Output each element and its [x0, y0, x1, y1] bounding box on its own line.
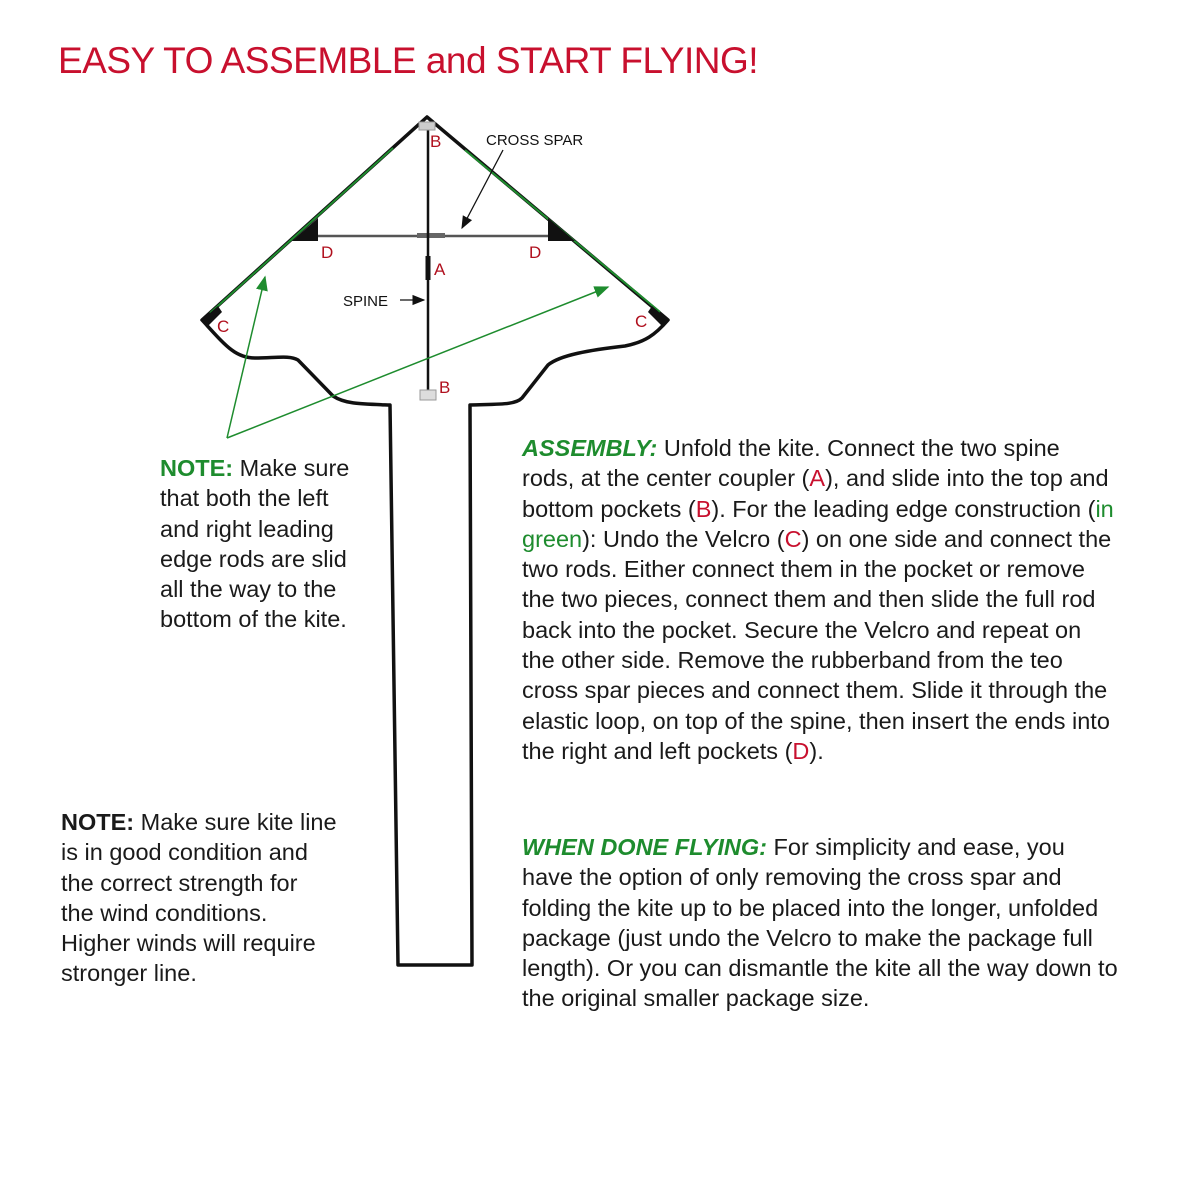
- body-text: bottom of the kite.: [160, 606, 347, 633]
- body-text: bottom pockets (: [522, 495, 696, 522]
- text-line: [522, 494, 1114, 524]
- body-text: is in good condition and: [61, 839, 308, 866]
- body-text: that both the left: [160, 485, 329, 512]
- text-line: [522, 463, 1114, 493]
- body-text: the two pieces, connect them and then slide the full rod: [522, 586, 1096, 613]
- text-line: [522, 584, 1114, 614]
- highlight-text: D: [792, 737, 810, 764]
- body-text: stronger line.: [61, 960, 197, 987]
- assembly-instructions: [522, 433, 1114, 766]
- label-c-left: C: [217, 317, 230, 336]
- text-line: [61, 868, 337, 898]
- text-line: [61, 928, 337, 958]
- cross-spar-coupler: [417, 233, 445, 238]
- text-line: [522, 615, 1114, 645]
- body-text: two rods. Either connect them in the pocket or remove: [522, 556, 1085, 583]
- body-text: elastic loop, on top of the spine, then insert the ends into: [522, 707, 1110, 734]
- text-line: [522, 832, 1118, 862]
- body-text: ). For the leading edge construction (: [711, 495, 1096, 522]
- spine-label: SPINE: [343, 293, 389, 310]
- body-text: the correct strength for: [61, 869, 298, 896]
- text-line: [522, 923, 1118, 953]
- body-text: and right leading: [160, 515, 334, 542]
- text-line: [522, 433, 1114, 463]
- body-text: back into the pocket. Secure the Velcro and repeat on: [522, 616, 1082, 643]
- body-text: ) on one side and connect the: [801, 525, 1112, 552]
- highlight-text: green: [522, 525, 583, 552]
- note-kite-line: [61, 807, 337, 989]
- body-text: all the way to the: [160, 576, 337, 603]
- body-text: Unfold the kite. Connect the two spine: [657, 435, 1060, 461]
- body-text: the original smaller package size.: [522, 985, 870, 1012]
- text-line: [522, 645, 1114, 675]
- label-d-right: D: [529, 243, 542, 262]
- text-line: [522, 862, 1118, 892]
- text-line: [160, 574, 349, 604]
- highlight-text: NOTE:: [160, 455, 234, 481]
- highlight-text: A: [809, 465, 826, 492]
- cross-spar-label: CROSS SPAR: [486, 132, 584, 149]
- label-b-top: B: [430, 132, 442, 151]
- text-line: [61, 898, 337, 928]
- bottom-pocket-b: [420, 390, 436, 400]
- text-line: [61, 958, 337, 988]
- top-pocket-b: [419, 122, 435, 130]
- text-line: [522, 675, 1114, 705]
- body-text: ).: [809, 737, 824, 764]
- body-text: rods, at the center coupler (: [522, 465, 810, 492]
- body-text: have the option of only removing the cross spar and: [522, 864, 1062, 891]
- label-d-left: D: [321, 243, 334, 262]
- text-line: [522, 736, 1114, 766]
- text-line: [160, 514, 349, 544]
- text-line: [522, 953, 1118, 983]
- body-text: Make sure: [233, 455, 350, 481]
- text-line: [61, 837, 337, 867]
- body-text: folding the kite up to be placed into the longer, unfolded: [522, 894, 1099, 921]
- when-done-flying-instructions: [522, 832, 1118, 1014]
- body-text: ), and slide into the top and: [825, 465, 1109, 492]
- body-text: the wind conditions.: [61, 899, 268, 926]
- text-line: [522, 524, 1114, 554]
- label-c-right: C: [635, 312, 648, 331]
- left-leading-edge-rod: [210, 148, 393, 313]
- highlight-text: ASSEMBLY:: [522, 435, 658, 461]
- body-text: the right and left pockets (: [522, 737, 793, 764]
- text-line: [61, 807, 337, 837]
- note-leading-edge: [160, 453, 349, 635]
- body-text: length). Or you can dismantle the kite all the way down to: [522, 955, 1118, 982]
- label-b-bottom: B: [439, 378, 451, 397]
- text-line: [160, 544, 349, 574]
- page-title: EASY TO ASSEMBLE and START FLYING!: [58, 40, 759, 81]
- text-line: [522, 983, 1118, 1013]
- center-coupler-a: [426, 256, 431, 280]
- highlight-text: NOTE:: [61, 809, 135, 835]
- body-text: edge rods are slid: [160, 545, 347, 572]
- text-line: [522, 893, 1118, 923]
- text-line: [160, 483, 349, 513]
- body-text: package (just undo the Velcro to make the package full: [522, 924, 1093, 951]
- text-line: [522, 554, 1114, 584]
- highlight-text: C: [784, 525, 802, 552]
- body-text: cross spar pieces and connect them. Slide it through the: [522, 677, 1108, 704]
- body-text: the other side. Remove the rubberband from the teo: [522, 647, 1063, 674]
- text-line: [522, 706, 1114, 736]
- highlight-text: WHEN DONE FLYING:: [522, 834, 767, 860]
- highlight-text: in: [1095, 495, 1114, 522]
- highlight-text: B: [695, 495, 712, 522]
- text-line: [160, 453, 349, 483]
- label-a: A: [434, 260, 446, 279]
- body-text: Higher winds will require: [61, 930, 316, 957]
- body-text: ): Undo the Velcro (: [582, 525, 785, 552]
- body-text: For simplicity and ease, you: [767, 834, 1065, 860]
- body-text: Make sure kite line: [134, 809, 337, 835]
- text-line: [160, 604, 349, 634]
